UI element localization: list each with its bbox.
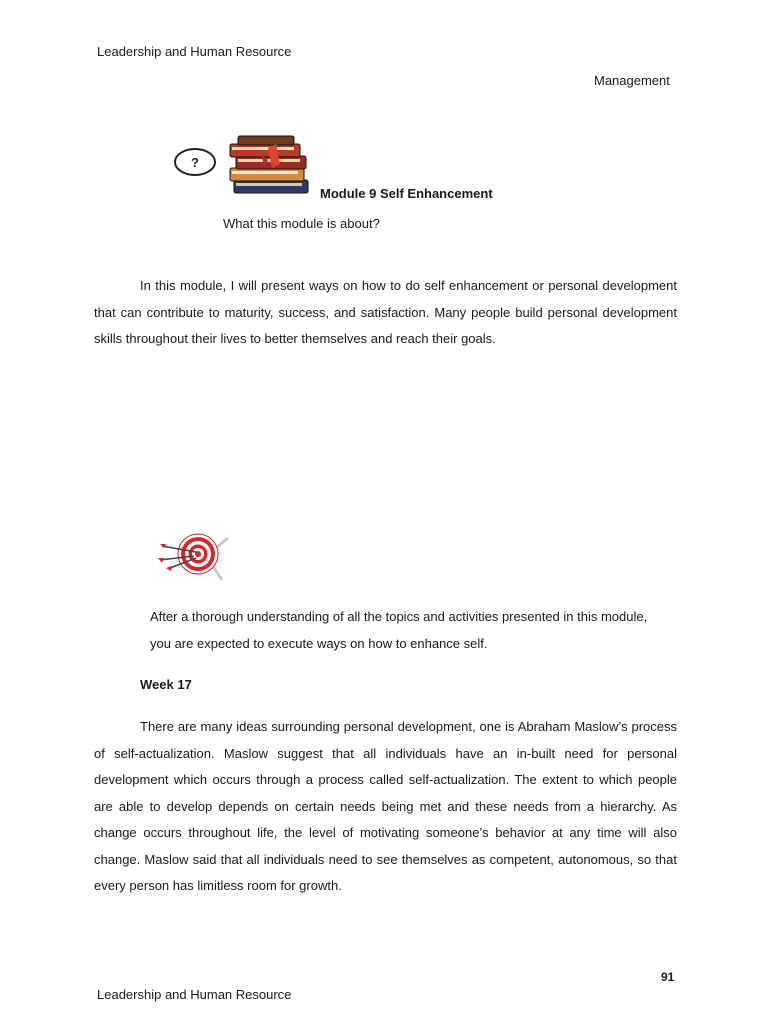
question-bubble-icon: [173, 146, 217, 178]
week-paragraph: [94, 714, 677, 900]
objective-line-1: After a thorough understanding of all the topics and activities presented in this module,: [150, 609, 648, 624]
week-text: There are many ideas surrounding personal development, one is Abraham Maslow’s process of self-actualization. Maslow suggest that all individuals have an in-built need for personal development which occurs through a process called self-actualization. The extent to which people are able to develop depends on certain needs being met and these needs from a hierarchy. As change occurs throughout life, the level of motivating someone’s behavior at any time will also change. Maslow said that all individuals need to see themselves as competent, autonomous, so that every person has limitless room for growth.: [94, 719, 677, 893]
module-title: Module 9 Self Enhancement: [320, 186, 493, 201]
week-heading: Week 17: [140, 677, 192, 692]
book-stack-icon: [224, 134, 316, 198]
intro-text: In this module, I will present ways on how to do self enhancement or personal development that can contribute to maturity, success, and satisfaction. Many people build personal development skills throughout their lives to better themselves and reach their goals.: [94, 278, 677, 346]
page-number: 91: [661, 970, 675, 984]
svg-text:?: ?: [191, 155, 199, 170]
header-subtitle: Management: [594, 73, 670, 88]
intro-paragraph: [94, 273, 677, 353]
objective-line-2: you are expected to execute ways on how to enhance self.: [150, 636, 488, 651]
footer-title: Leadership and Human Resource: [97, 987, 292, 1002]
header-title: Leadership and Human Resource: [97, 44, 292, 59]
target-icon: [156, 530, 238, 582]
module-subtitle: What this module is about?: [223, 216, 380, 231]
